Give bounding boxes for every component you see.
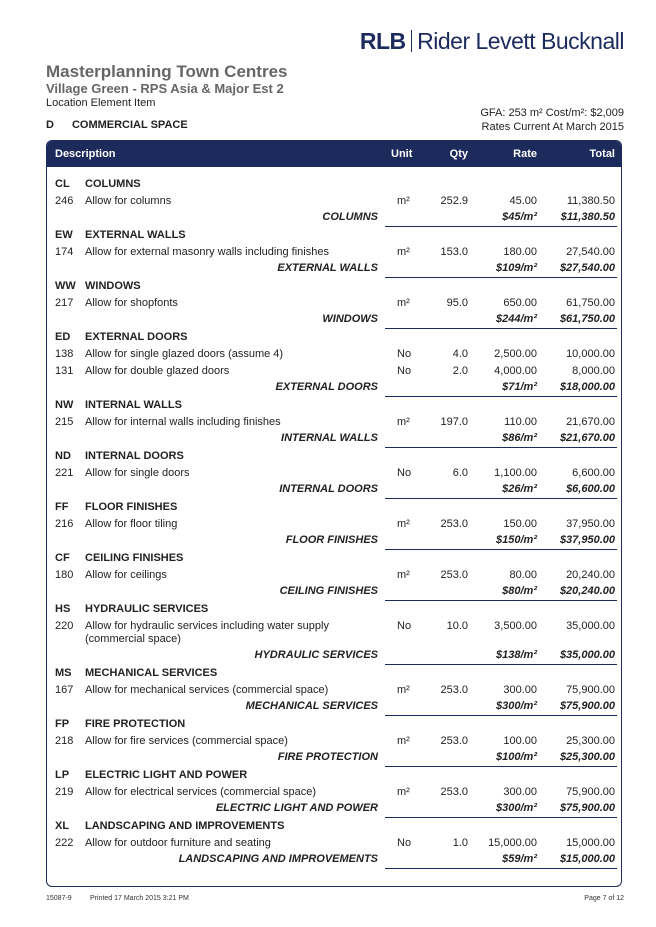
group-code: XL [55,820,70,832]
item-unit: m² [397,246,410,258]
item-description: Allow for internal walls including finishes [85,416,281,428]
group-name: WINDOWS [85,280,141,292]
table-row [47,295,621,312]
table-row [47,618,621,648]
item-ref: 217 [55,297,74,309]
subtotal-row [47,584,621,601]
subtotal-row [47,431,621,448]
item-ref: 221 [55,467,74,479]
group-name: FLOOR FINISHES [85,501,178,513]
item-qty: 95.0 [446,297,468,309]
item-ref: 220 [55,620,74,632]
item-description: Allow for single glazed doors (assume 4) [85,348,284,360]
section-name: COMMERCIAL SPACE [71,119,188,131]
item-qty: 253.0 [440,684,468,696]
table-header [47,141,621,167]
subtotal-total: $37,950.00 [559,534,615,546]
subtotal-label: FLOOR FINISHES [285,534,378,546]
subtotal-label: LANDSCAPING AND IMPROVEMENTS [178,853,378,865]
item-rate: 45.00 [509,195,537,207]
logo-rlb: RLB [359,28,406,54]
subtotal-row [47,380,621,397]
group-code: MS [55,667,72,679]
group-code: LP [55,769,70,781]
item-ref: 218 [55,735,74,747]
subtotal-row [47,801,621,818]
footer-printed: Printed 17 March 2015 3:21 PM [90,895,189,902]
col-rate: Rate [513,148,537,160]
subtotal-total: $20,240.00 [559,585,615,597]
item-ref: 174 [55,246,74,258]
subtotal-row [47,699,621,716]
item-total: 75,900.00 [566,786,615,798]
subtotal-rate: $80/m² [502,585,537,597]
item-rate: 80.00 [509,569,537,581]
table-body [47,167,621,869]
item-rate: 650.00 [503,297,537,309]
subtotal-row [47,482,621,499]
item-rate: 15,000.00 [488,837,537,849]
item-ref: 219 [55,786,74,798]
subtotal-rate: $244/m² [496,313,537,325]
item-total: 8,000.00 [572,365,615,377]
subtotal-label: INTERNAL WALLS [281,432,378,444]
item-rate: 300.00 [503,684,537,696]
col-qty: Qty [449,148,468,160]
subtotal-total: $75,900.00 [559,802,615,814]
group-heading [47,329,621,346]
subtotal-label: HYDRAULIC SERVICES [254,649,378,661]
group-name: FIRE PROTECTION [85,718,186,730]
item-qty: 253.0 [440,786,468,798]
item-total: 20,240.00 [566,569,615,581]
group-code: ED [55,331,71,343]
subtotal-label: EXTERNAL WALLS [277,262,378,274]
subtotal-rate: $138/m² [496,649,537,661]
subtotal-row [47,312,621,329]
item-unit: m² [397,416,410,428]
subtotal-label: ELECTRIC LIGHT AND POWER [215,802,378,814]
item-ref: 216 [55,518,74,530]
subtotal-total: $75,900.00 [559,700,615,712]
item-total: 25,300.00 [566,735,615,747]
item-total: 37,950.00 [566,518,615,530]
item-description: Allow for electrical services (commercial space) [85,786,317,798]
group-heading [47,278,621,295]
group-name: EXTERNAL WALLS [85,229,186,241]
item-total: 11,380.50 [566,195,615,207]
item-qty: 252.9 [440,195,468,207]
group-name: MECHANICAL SERVICES [85,667,218,679]
item-unit: m² [397,297,410,309]
item-qty: 253.0 [440,518,468,530]
item-rate: 110.00 [504,416,537,428]
table-row [47,835,621,852]
item-unit: m² [397,684,410,696]
group-heading [47,499,621,516]
item-rate: 150.00 [503,518,537,530]
item-description: Allow for columns [85,195,172,207]
group-code: EW [55,229,73,241]
item-description: Allow for outdoor furniture and seating [85,837,271,849]
subtotal-row [47,852,621,869]
table-row [47,363,621,380]
item-ref: 131 [55,365,74,377]
subtotal-label: WINDOWS [322,313,378,325]
item-description: Allow for fire services (commercial space) [85,735,288,747]
item-unit: m² [397,569,410,581]
footer-job: 15087-9 [46,895,72,902]
item-total: 6,600.00 [572,467,615,479]
page-subtitle: Village Green - RPS Asia & Major Est 2 [46,81,284,96]
group-code: HS [55,603,71,615]
subtotal-rate: $100/m² [496,751,537,763]
item-unit: No [397,348,412,360]
logo-separator [411,30,413,52]
subtotal-rate: $59/m² [502,853,537,865]
item-rate: 180.00 [503,246,537,258]
subtotal-total: $35,000.00 [559,649,615,661]
logo-name: Rider Levett Bucknall [417,28,624,54]
group-name: CEILING FINISHES [85,552,184,564]
item-rate: 1,100.00 [494,467,537,479]
item-total: 21,670.00 [566,416,615,428]
section-heading [46,119,188,131]
item-rate: 3,500.00 [494,620,537,632]
group-heading [47,601,621,618]
subtotal-label: COLUMNS [322,211,378,223]
subtotal-rate: $26/m² [502,483,537,495]
section-code: D [46,119,54,131]
group-code: FF [55,501,69,513]
group-name: ELECTRIC LIGHT AND POWER [85,769,248,781]
item-rate: 100.00 [503,735,537,747]
group-code: NW [55,399,74,411]
item-ref: 246 [55,195,74,207]
subtotal-row [47,750,621,767]
page-title: Masterplanning Town Centres [46,62,288,81]
subtotal-total: $15,000.00 [559,853,615,865]
item-unit: m² [397,518,410,530]
group-code: WW [55,280,76,292]
table-row [47,784,621,801]
cost-table [46,140,622,887]
item-description: Allow for floor tiling [85,518,178,530]
item-total: 75,900.00 [566,684,615,696]
group-code: FP [55,718,70,730]
group-heading [47,818,621,835]
item-unit: No [397,467,412,479]
subtotal-row [47,533,621,550]
item-description: Allow for ceilings [85,569,167,581]
group-heading [47,227,621,244]
subtotal-rule [385,868,617,869]
item-ref: 215 [55,416,74,428]
subtotal-label: EXTERNAL DOORS [275,381,378,393]
subtotal-total: $61,750.00 [559,313,615,325]
table-row [47,682,621,699]
item-description: Allow for external masonry walls including finishes [85,246,329,258]
subtotal-total: $27,540.00 [559,262,615,274]
table-row [47,244,621,261]
item-unit: No [397,365,412,377]
group-code: ND [55,450,71,462]
table-row [47,346,621,363]
item-description-cont: (commercial space) [85,633,181,645]
item-qty: 4.0 [452,348,468,360]
group-heading [47,550,621,567]
subtotal-rate: $71/m² [502,381,537,393]
group-name: INTERNAL DOORS [85,450,184,462]
group-name: INTERNAL WALLS [85,399,182,411]
subtotal-row [47,261,621,278]
subtotal-total: $25,300.00 [559,751,615,763]
group-name: LANDSCAPING AND IMPROVEMENTS [85,820,285,832]
item-description: Allow for mechanical services (commercial space) [85,684,329,696]
item-ref: 138 [55,348,74,360]
subtotal-rate: $109/m² [496,262,537,274]
subtotal-row [47,210,621,227]
group-heading [47,176,621,193]
subtotal-total: $11,380.50 [560,211,615,223]
item-unit: No [397,620,412,632]
item-ref: 180 [55,569,74,581]
subtotal-total: $18,000.00 [559,381,615,393]
subtotal-rate: $86/m² [502,432,537,444]
item-total: 27,540.00 [566,246,615,258]
item-qty: 6.0 [452,467,468,479]
item-ref: 167 [55,684,74,696]
location-label: Location Element Item [46,97,156,109]
table-row [47,193,621,210]
item-description: Allow for double glazed doors [85,365,230,377]
item-qty: 10.0 [446,620,468,632]
item-qty: 2.0 [452,365,468,377]
item-description: Allow for single doors [85,467,190,479]
table-row [47,516,621,533]
group-name: COLUMNS [85,178,141,190]
group-heading [47,716,621,733]
subtotal-rate: $300/m² [496,700,537,712]
subtotal-label: CEILING FINISHES [279,585,378,597]
table-row [47,733,621,750]
col-description: Description [55,148,116,160]
group-heading [47,665,621,682]
item-rate: 300.00 [503,786,537,798]
subtotal-rate: $45/m² [502,211,537,223]
subtotal-label: INTERNAL DOORS [279,483,378,495]
group-heading [47,448,621,465]
subtotal-rate: $150/m² [496,534,537,546]
group-heading [47,767,621,784]
group-code: CL [55,178,70,190]
subtotal-label: MECHANICAL SERVICES [245,700,378,712]
subtotal-label: FIRE PROTECTION [277,751,378,763]
table-row [47,567,621,584]
subtotal-total: $6,600.00 [566,483,615,495]
table-row [47,414,621,431]
group-code: CF [55,552,70,564]
logo [360,28,624,55]
col-total: Total [589,148,615,160]
item-unit: m² [397,735,410,747]
item-qty: 197.0 [440,416,468,428]
subtotal-row [47,648,621,665]
item-rate: 4,000.00 [494,365,537,377]
item-qty: 253.0 [440,735,468,747]
item-unit: m² [397,786,410,798]
item-total: 10,000.00 [566,348,615,360]
table-row [47,465,621,482]
item-unit: m² [397,195,410,207]
item-total: 35,000.00 [566,620,615,632]
item-ref: 222 [55,837,74,849]
col-unit: Unit [391,148,413,160]
item-qty: 153.0 [440,246,468,258]
item-total: 15,000.00 [566,837,615,849]
item-unit: No [397,837,412,849]
group-name: EXTERNAL DOORS [85,331,188,343]
item-qty: 253.0 [440,569,468,581]
item-description: Allow for hydraulic services including water supply [85,620,329,632]
subtotal-total: $21,670.00 [559,432,615,444]
footer-page: Page 7 of 12 [584,895,624,902]
item-qty: 1.0 [452,837,468,849]
item-total: 61,750.00 [566,297,615,309]
item-description: Allow for shopfonts [85,297,178,309]
group-heading [47,397,621,414]
subtotal-rate: $300/m² [496,802,537,814]
gfa-cost: GFA: 253 m² Cost/m²: $2,009 [480,107,624,119]
rates-current: Rates Current At March 2015 [481,121,624,133]
item-rate: 2,500.00 [494,348,537,360]
group-name: HYDRAULIC SERVICES [85,603,209,615]
